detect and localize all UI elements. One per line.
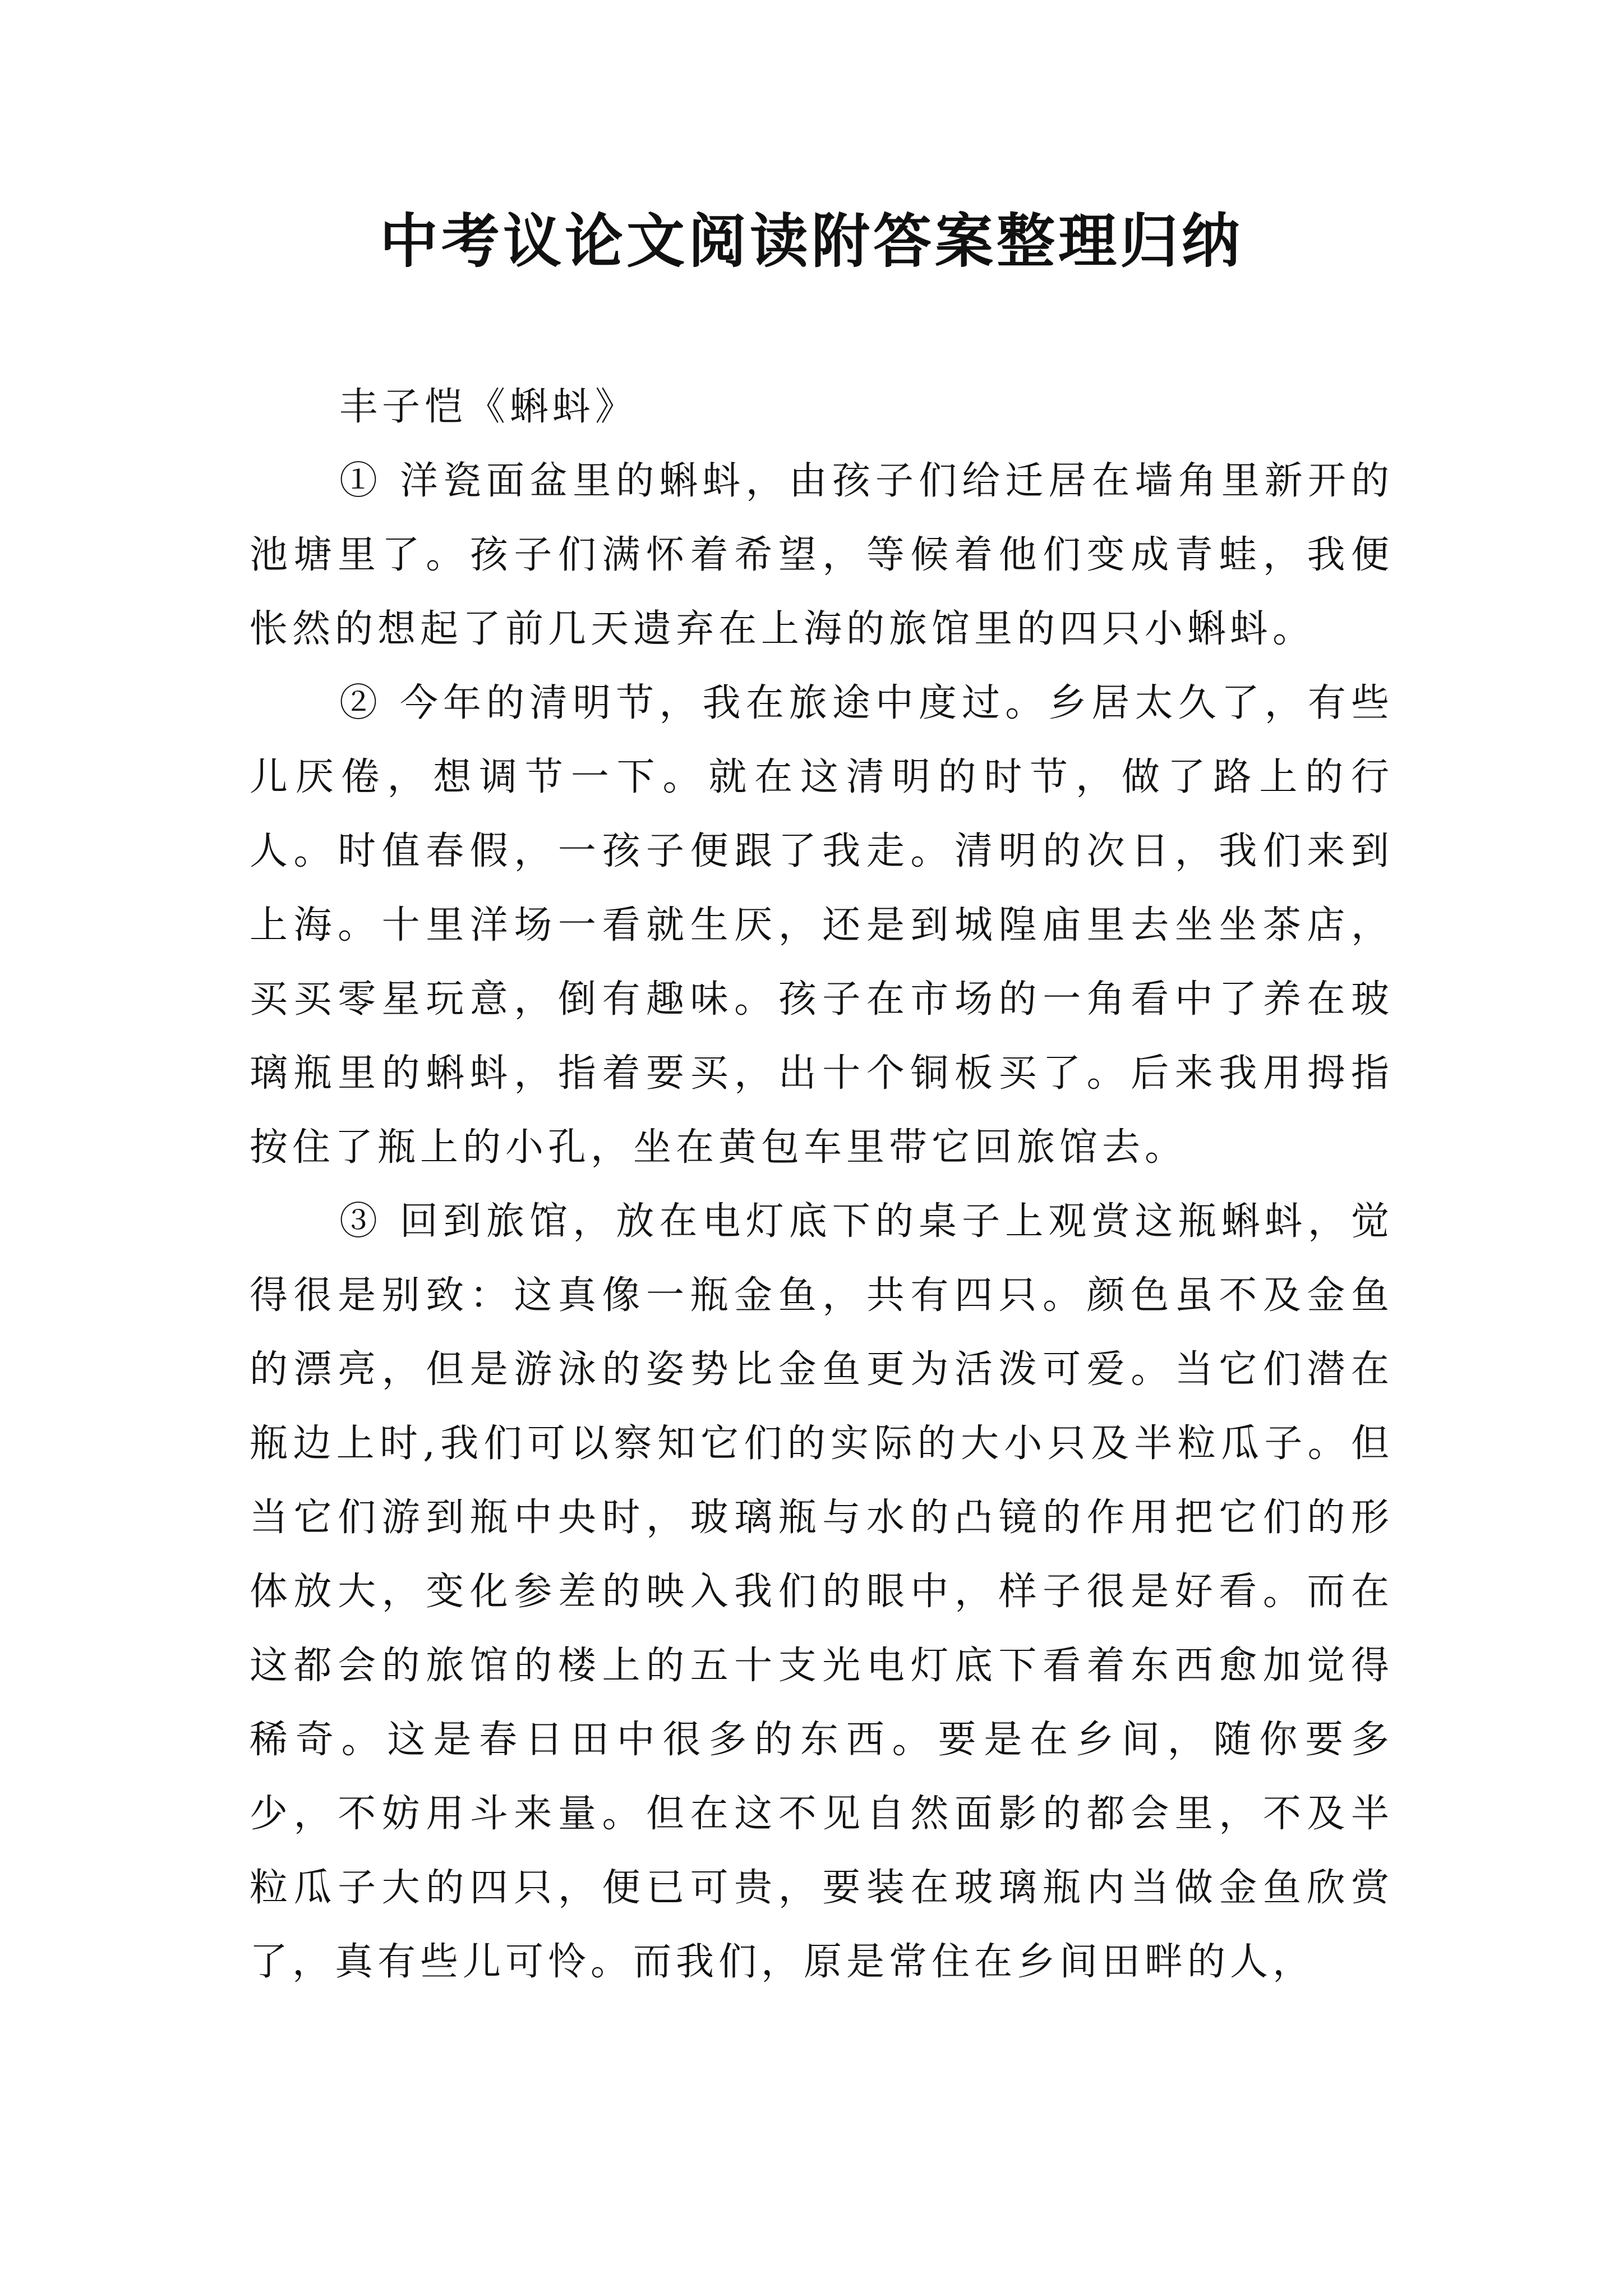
paragraph-3: ③ 回到旅馆，放在电灯底下的桌子上观赏这瓶蝌蚪，觉得很是别致：这真像一瓶金鱼，共有四只。颜色虽不及金鱼的漂亮，但是游泳的姿势比金鱼更为活泼可爱。当它们潜在瓶边上时,我们可以察知它们的实际的大小只及半粒瓜子。但当它们游到瓶中央时，玻璃瓶与水的凸镜的作用把它们的形体放大，变化参差的映入我们的眼中，样子很是好看。而在这都会的旅馆的楼上的五十支光电灯底下看着东西愈加觉得稀奇。这是春日田中很多的东西。要是在乡间，随你要多少，不妨用斗来量。但在这不见自然面影的都会里，不及半粒瓜子大的四只，便已可贵，要装在玻璃瓶内当做金鱼欣赏了，真有些儿可怜。而我们，原是常住在乡间田畔的人， <box>250 1199 1394 1984</box>
paragraph-1: ① 洋瓷面盆里的蝌蚪，由孩子们给迁居在墙角里新开的池塘里了。孩子们满怀着希望，等候着他们变成青蛙，我便怅然的想起了前几天遗弃在上海的旅馆里的四只小蝌蚪。 <box>250 459 1394 651</box>
document-title: 中考议论文阅读附答案整理归纳 <box>379 206 1243 275</box>
article-body <box>250 370 1394 1999</box>
paragraph-2: ② 今年的清明节，我在旅途中度过。乡居太久了，有些儿厌倦，想调节一下。就在这清明的时节，做了路上的行人。时值春假，一孩子便跟了我走。清明的次日，我们来到上海。十里洋场一看就生厌，还是到城隍庙里去坐坐茶店，买买零星玩意，倒有趣味。孩子在市场的一角看中了养在玻璃瓶里的蝌蚪，指着要买，出十个铜板买了。后来我用拇指按住了瓶上的小孔，坐在黄包车里带它回旅馆去。 <box>250 681 1394 1170</box>
author-line: 丰子恺《蝌蚪》 <box>339 385 638 429</box>
